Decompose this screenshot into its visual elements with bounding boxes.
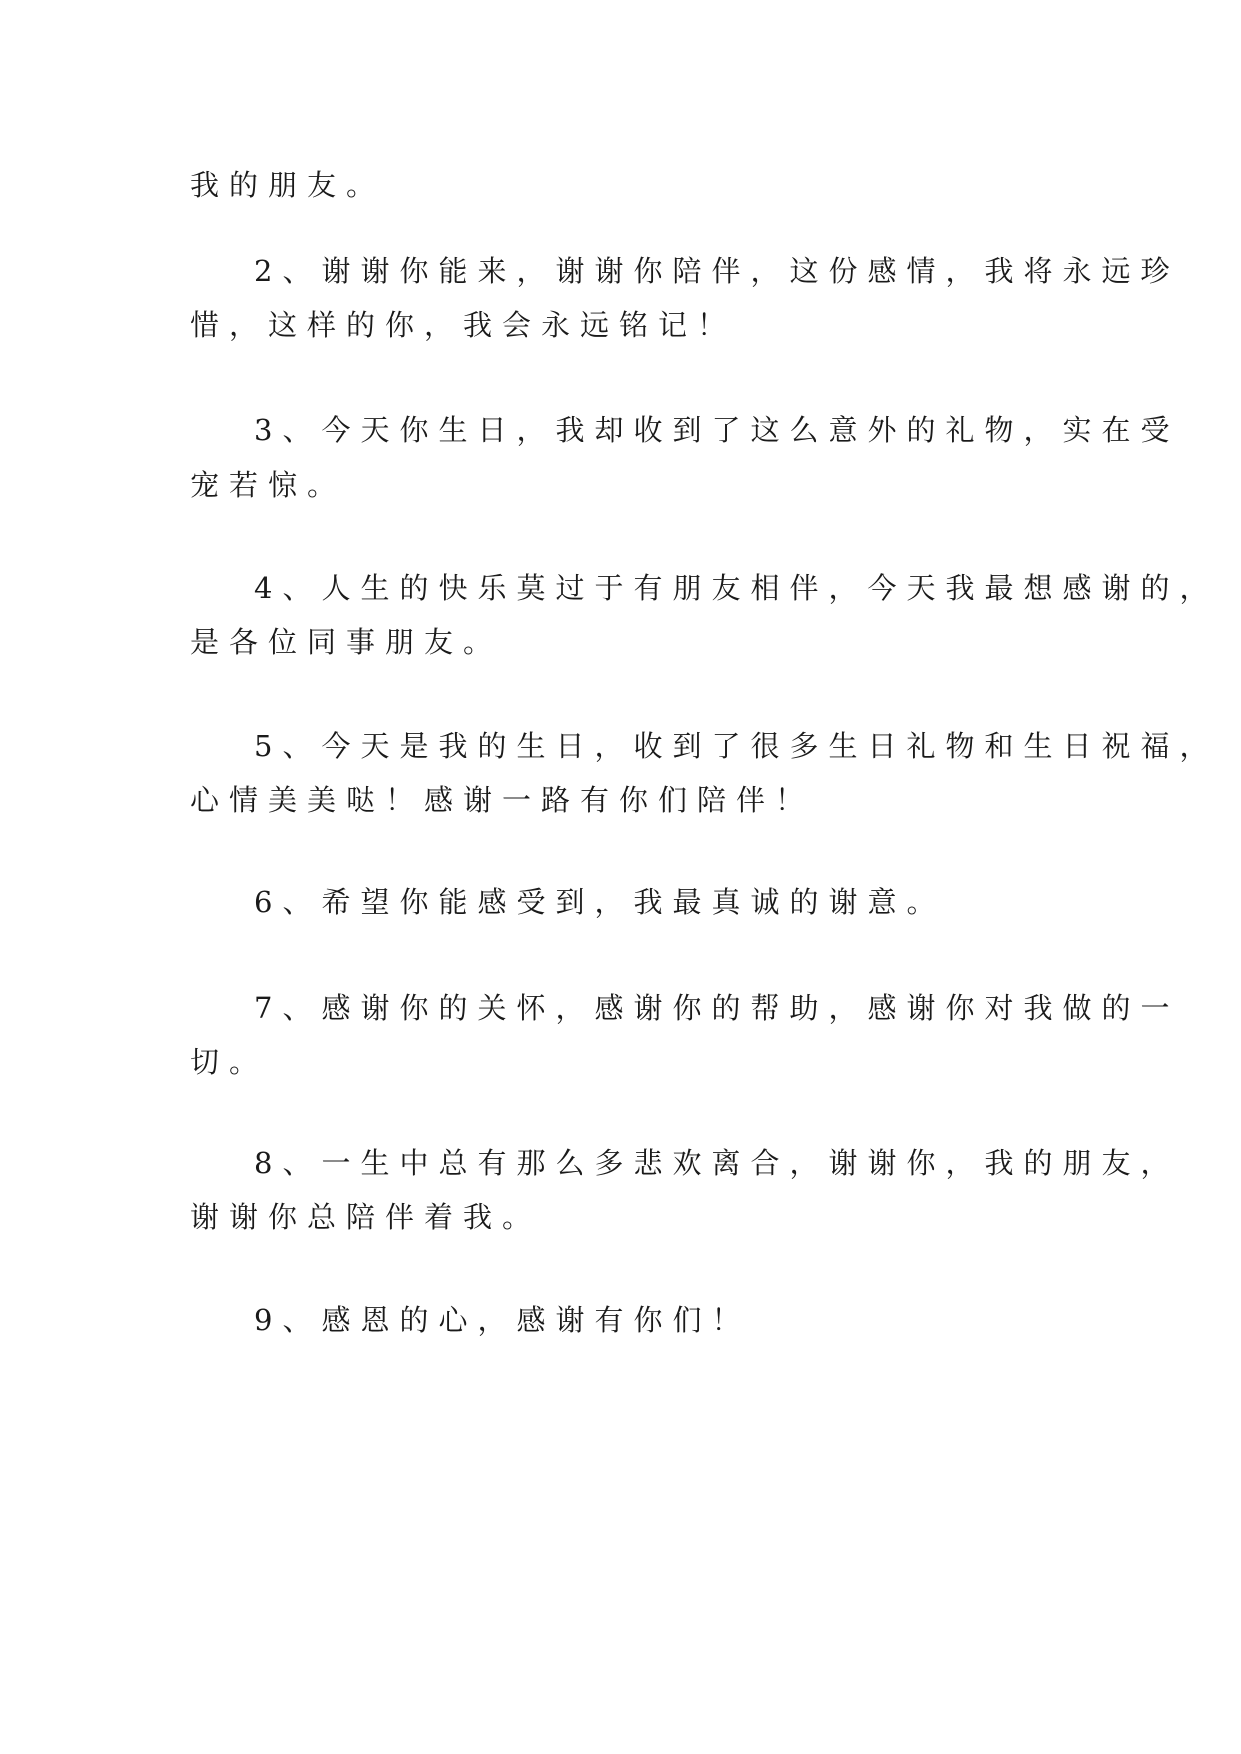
- paragraph-7-line-1: 7、感谢你的关怀，感谢你的帮助，感谢你对我做的一: [254, 991, 1180, 1025]
- paragraph-3-line-1: 3、今天你生日，我却收到了这么意外的礼物，实在受: [254, 413, 1180, 447]
- paragraph-5-line-2: 心情美美哒！感谢一路有你们陪伴！: [190, 783, 815, 817]
- paragraph-4-line-1: 4、人生的快乐莫过于有朋友相伴，今天我最想感谢的，: [254, 571, 1219, 605]
- paragraph-7-line-2: 切。: [190, 1045, 269, 1079]
- paragraph-8-line-1: 8、一生中总有那么多悲欢离合，谢谢你，我的朋友，: [254, 1146, 1180, 1180]
- paragraph-4-line-2: 是各位同事朋友。: [190, 625, 503, 659]
- paragraph-3-line-2: 宠若惊。: [190, 468, 347, 502]
- paragraph-6-line-1: 6、希望你能感受到，我最真诚的谢意。: [254, 885, 946, 919]
- continuation-text: 我的朋友。: [190, 168, 386, 202]
- paragraph-5-line-1: 5、今天是我的生日，收到了很多生日礼物和生日祝福，: [254, 729, 1219, 763]
- paragraph-2-line-2: 惜，这样的你，我会永远铭记！: [190, 308, 737, 342]
- paragraph-2-line-1: 2、谢谢你能来，谢谢你陪伴，这份感情，我将永远珍: [254, 254, 1180, 288]
- paragraph-8-line-2: 谢谢你总陪伴着我。: [190, 1200, 542, 1234]
- paragraph-9-line-1: 9、感恩的心，感谢有你们！: [254, 1303, 751, 1337]
